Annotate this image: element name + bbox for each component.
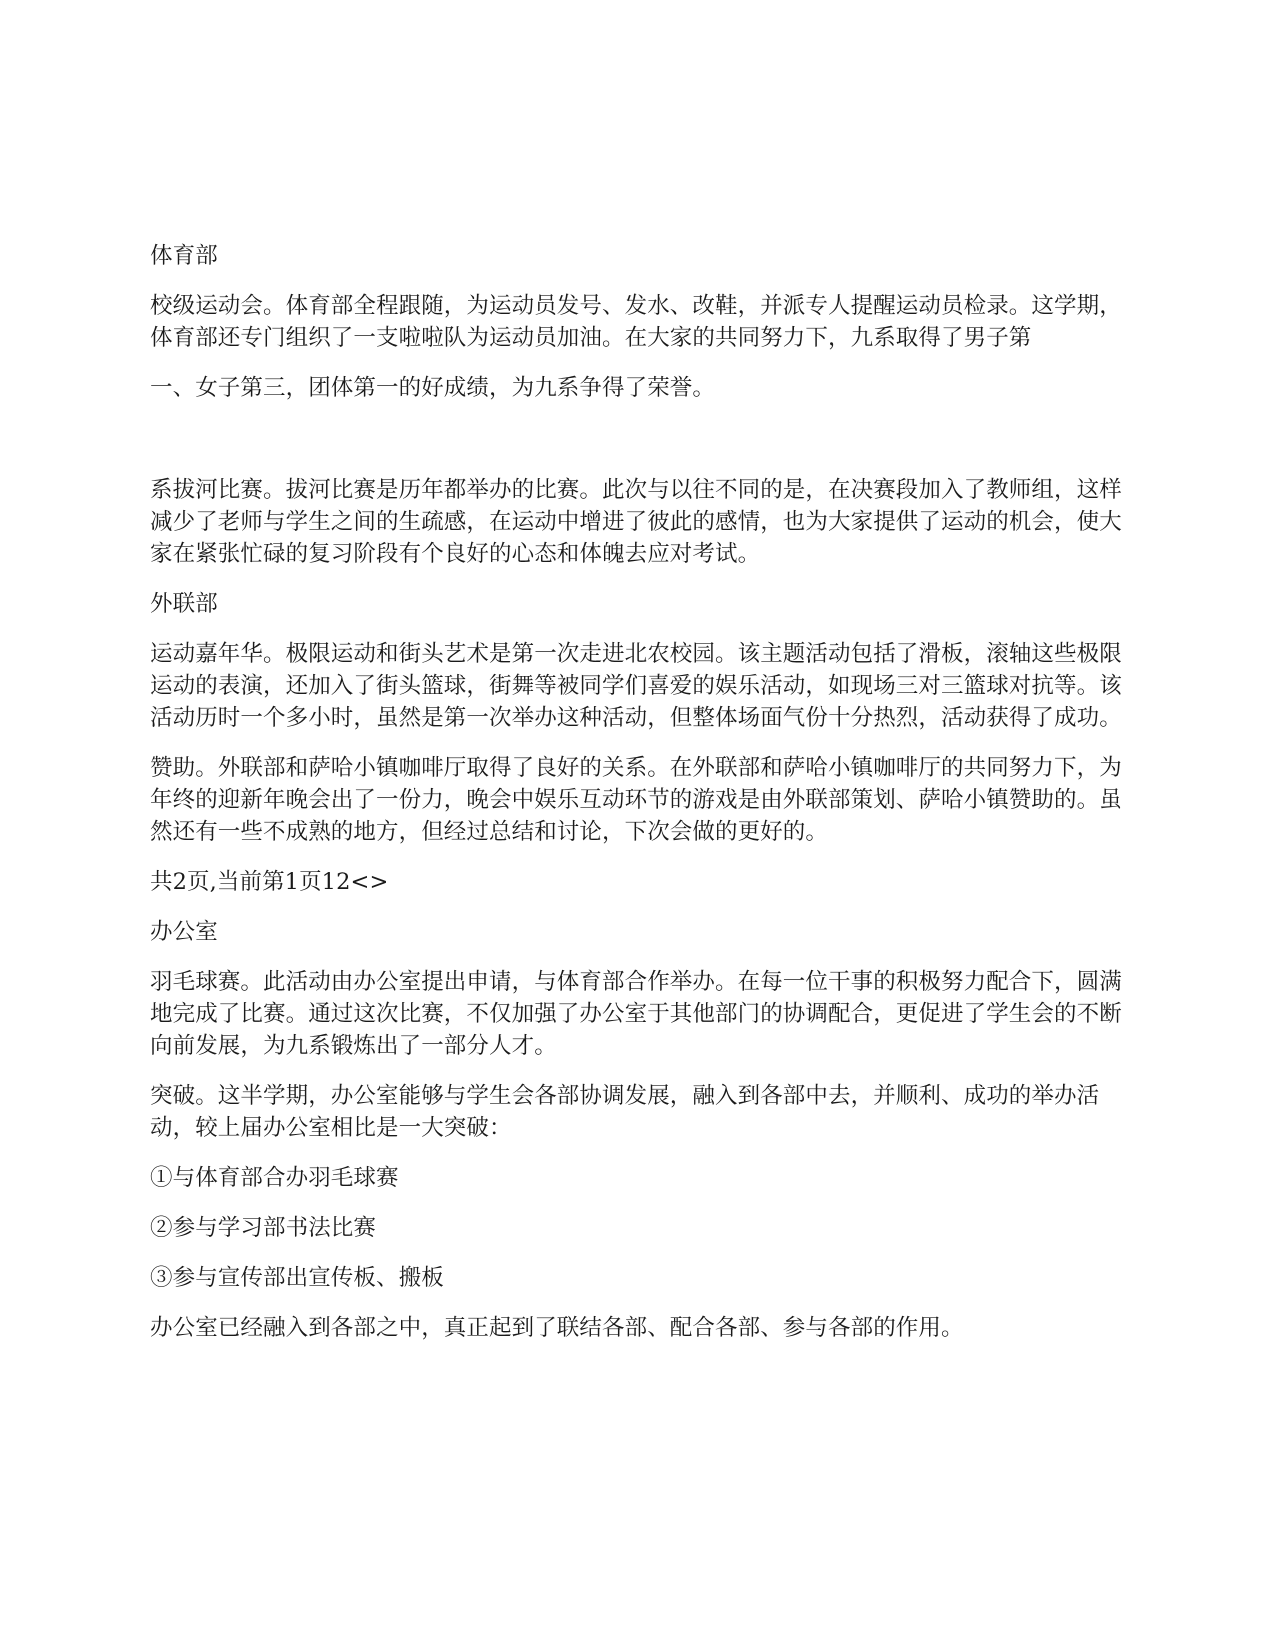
paragraph-tug-of-war: 系拔河比赛。拔河比赛是历年都举办的比赛。此次与以往不同的是，在决赛段加入了教师组，这样减少了老师与学生之间的生疏感，在运动中增进了彼此的感情，也为大家提供了运动的机会，使大家在紧张忙碌的复习阶段有个良好的心态和体魄去应对考试。 — [150, 477, 1122, 567]
section-heading-office: 办公室 — [150, 919, 218, 945]
pagination-text: 共2页,当前第1页12<> — [150, 869, 389, 895]
list-item: ③参与宣传部出宣传板、搬板 — [150, 1265, 444, 1291]
paragraph-sponsorship: 赞助。外联部和萨哈小镇咖啡厅取得了良好的关系。在外联部和萨哈小镇咖啡厅的共同努力下，为年终的迎新年晚会出了一份力，晚会中娱乐互动环节的游戏是由外联部策划、萨哈小镇赞助的。虽然还有一些不成熟的地方，但经过总结和讨论，下次会做的更好的。 — [150, 755, 1122, 845]
paragraph-sports-meet: 校级运动会。体育部全程跟随，为运动员发号、发水、改鞋，并派专人提醒运动员检录。这学期，体育部还专门组织了一支啦啦队为运动员加油。在大家的共同努力下，九系取得了男子第 — [150, 293, 1122, 351]
list-item: ②参与学习部书法比赛 — [150, 1215, 377, 1241]
blank-gap — [150, 422, 1125, 474]
document-body — [150, 240, 1125, 1362]
paragraph-carnival: 运动嘉年华。极限运动和街头艺术是第一次走进北农校园。该主题活动包括了滑板，滚轴这些极限运动的表演，还加入了街头篮球，街舞等被同学们喜爱的娱乐活动，如现场三对三篮球对抗等。该活动历时一个多小时，虽然是第一次举办这种活动，但整体场面气份十分热烈，活动获得了成功。 — [150, 641, 1122, 731]
list-item: ①与体育部合办羽毛球赛 — [150, 1165, 399, 1191]
paragraph-badminton: 羽毛球赛。此活动由办公室提出申请，与体育部合作举办。在每一位干事的积极努力配合下，圆满地完成了比赛。通过这次比赛，不仅加强了办公室于其他部门的协调配合，更促进了学生会的不断向前发展，为九系锻炼出了一部分人才。 — [150, 969, 1122, 1059]
section-heading-sports: 体育部 — [150, 243, 218, 269]
paragraph-sports-results: 一、女子第三，团体第一的好成绩，为九系争得了荣誉。 — [150, 375, 716, 401]
paragraph-office-summary: 办公室已经融入到各部之中，真正起到了联结各部、配合各部、参与各部的作用。 — [150, 1315, 964, 1341]
paragraph-breakthrough: 突破。这半学期，办公室能够与学生会各部协调发展，融入到各部中去，并顺利、成功的举办活动，较上届办公室相比是一大突破： — [150, 1083, 1100, 1141]
section-heading-external: 外联部 — [150, 591, 218, 617]
